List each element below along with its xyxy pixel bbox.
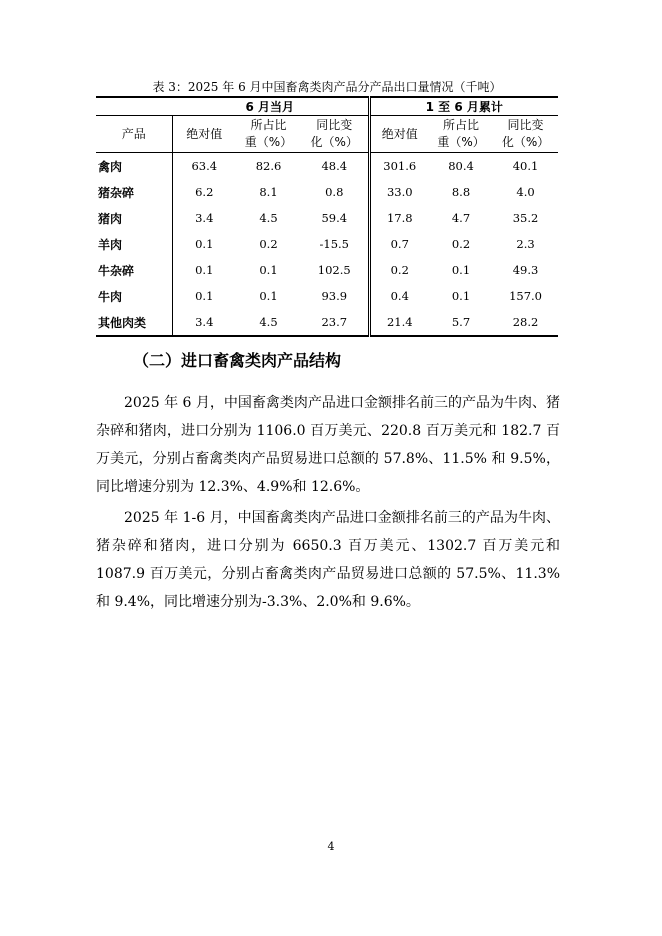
table-row bbox=[96, 257, 558, 283]
cell-cum-abs: 0.4 bbox=[369, 283, 429, 309]
col-header-share-cumulative bbox=[429, 116, 493, 153]
col-header-yoy-line1: 同比变 bbox=[507, 118, 544, 132]
col-header-product: 产品 bbox=[96, 116, 172, 153]
export-volume-table bbox=[96, 96, 558, 337]
cell-cum-abs: 0.7 bbox=[369, 231, 429, 257]
cell-month-share: 82.6 bbox=[255, 159, 282, 173]
cell-cum-share: 0.2 bbox=[451, 237, 471, 251]
cell-cum-abs: 0.2 bbox=[369, 257, 429, 283]
cell-cum-share: 0.1 bbox=[451, 289, 471, 303]
cell-month-yoy: 0.8 bbox=[325, 185, 344, 199]
cell-product: 禽肉 bbox=[98, 159, 123, 174]
cell-cum-yoy: 2.3 bbox=[516, 237, 535, 251]
col-header-yoy-line2: 化（%） bbox=[310, 135, 358, 149]
col-header-yoy-line1: 同比变 bbox=[316, 118, 353, 132]
col-header-yoy bbox=[301, 116, 369, 153]
cell-month-abs: 3.4 bbox=[172, 309, 236, 336]
table-row bbox=[96, 231, 558, 257]
cell-cum-yoy: 28.2 bbox=[493, 309, 558, 336]
cell-cum-share: 4.7 bbox=[451, 211, 471, 225]
group-header-month: 6 月当月 bbox=[172, 97, 369, 116]
cell-cum-yoy: 4.0 bbox=[516, 185, 535, 199]
cell-month-share: 0.1 bbox=[259, 289, 278, 303]
cell-cum-share: 80.4 bbox=[448, 159, 474, 173]
group-header-cumulative: 1 至 6 月累计 bbox=[369, 97, 558, 116]
table-row bbox=[96, 283, 558, 309]
cell-product: 猪杂碎 bbox=[98, 185, 135, 200]
cell-product: 牛肉 bbox=[98, 289, 123, 304]
cell-month-yoy: 102.5 bbox=[317, 263, 351, 277]
cell-cum-share: 5.7 bbox=[429, 309, 493, 336]
cell-cum-yoy: 157.0 bbox=[509, 289, 542, 303]
cell-product: 其他肉类 bbox=[96, 309, 172, 336]
section-heading: （二）进口畜禽类肉产品结构 bbox=[133, 351, 342, 370]
cell-month-yoy: -15.5 bbox=[319, 237, 349, 251]
col-header-yoy-cumulative bbox=[493, 116, 558, 153]
cell-month-abs: 0.1 bbox=[172, 257, 236, 283]
col-header-abs: 绝对值 bbox=[172, 116, 236, 153]
table-row bbox=[96, 153, 558, 180]
body-paragraph: 2025 年 6 月，中国畜禽类肉产品进口金额排名前三的产品为牛肉、猪杂碎和猪肉，进口分别为 1106.0 百万美元、220.8 百万美元和 182.7 百万美元，分别占畜禽类肉产品贸易进口总额的 57.8%、11.5% 和 9.5%，同比增速分别为 12.3%、4.9%和 12.6%。 bbox=[96, 395, 560, 495]
col-header-share-line2: 重（%） bbox=[437, 135, 485, 149]
cell-cum-abs: 33.0 bbox=[369, 179, 429, 205]
group-header-row bbox=[96, 97, 558, 116]
cell-product: 羊肉 bbox=[98, 237, 123, 252]
col-header-share-line1: 所占比 bbox=[443, 118, 480, 132]
cell-month-share: 0.2 bbox=[259, 237, 278, 251]
cell-month-abs: 6.2 bbox=[172, 179, 236, 205]
col-header-share-line1: 所占比 bbox=[250, 118, 287, 132]
cell-product: 牛杂碎 bbox=[98, 263, 135, 278]
page-number: 4 bbox=[327, 840, 335, 853]
body-paragraph: 2025 年 1-6 月，中国畜禽类肉产品进口金额排名前三的产品为牛肉、猪杂碎和猪肉，进口分别为 6650.3 百万美元、1302.7 百万美元和 1087.9 百万美元，分别占畜禽类肉产品贸易进口总额的 57.5%、11.3%和 9.4%，同比增速分别为-3.3%、2.0%和 9.6%。 bbox=[96, 510, 560, 610]
cell-month-share: 4.5 bbox=[259, 211, 278, 225]
cell-cum-abs: 301.6 bbox=[369, 153, 429, 180]
cell-cum-yoy: 35.2 bbox=[512, 211, 539, 225]
table-caption: 表 3：2025 年 6 月中国畜禽类肉产品分产品出口量情况（千吨） bbox=[152, 80, 502, 94]
cell-product: 猪肉 bbox=[98, 211, 123, 226]
cell-month-abs: 0.1 bbox=[172, 231, 236, 257]
cell-month-yoy: 59.4 bbox=[321, 211, 348, 225]
cell-cum-yoy: 49.3 bbox=[512, 263, 539, 277]
header-blank bbox=[96, 97, 172, 116]
col-header-share bbox=[236, 116, 301, 153]
col-header-share-line2: 重（%） bbox=[244, 135, 293, 149]
cell-cum-abs: 17.8 bbox=[369, 205, 429, 231]
cell-month-yoy: 93.9 bbox=[321, 289, 348, 303]
cell-month-yoy: 48.4 bbox=[321, 159, 348, 173]
col-header-yoy-line2: 化（%） bbox=[501, 135, 550, 149]
cell-month-abs: 63.4 bbox=[172, 153, 236, 180]
col-header-abs-cumulative: 绝对值 bbox=[369, 116, 429, 153]
cell-cum-abs: 21.4 bbox=[369, 309, 429, 336]
cell-cum-share: 8.8 bbox=[451, 185, 471, 199]
cell-month-abs: 3.4 bbox=[172, 205, 236, 231]
table-row bbox=[96, 205, 558, 231]
cell-cum-yoy: 40.1 bbox=[512, 159, 539, 173]
cell-month-share: 0.1 bbox=[259, 263, 278, 277]
cell-month-abs: 0.1 bbox=[172, 283, 236, 309]
table-row bbox=[96, 309, 558, 336]
cell-month-share: 4.5 bbox=[236, 309, 301, 336]
column-header-row bbox=[96, 116, 558, 153]
cell-month-share: 8.1 bbox=[259, 185, 278, 199]
cell-cum-share: 0.1 bbox=[451, 263, 471, 277]
table-row bbox=[96, 179, 558, 205]
cell-month-yoy: 23.7 bbox=[301, 309, 369, 336]
